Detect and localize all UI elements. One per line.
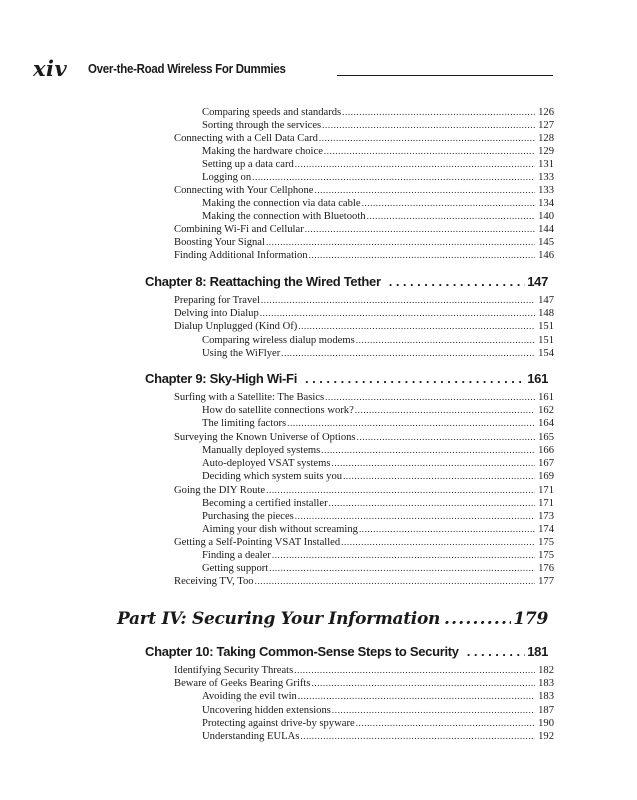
- toc-entry[interactable]: [202, 347, 554, 360]
- toc-entry[interactable]: [202, 119, 554, 132]
- running-header: [33, 56, 553, 82]
- toc-entry-page: 161: [538, 392, 554, 403]
- toc-entry-page: 133: [538, 172, 554, 183]
- toc-entry-page: 190: [538, 718, 554, 729]
- toc-entry-title: Understanding EULAs: [202, 731, 300, 742]
- toc-entry[interactable]: [174, 294, 554, 307]
- toc-entry[interactable]: [202, 470, 554, 483]
- toc-entry-page: 175: [538, 537, 554, 548]
- book-title: Over-the-Road Wireless For Dummies: [88, 62, 286, 76]
- toc-entry-title: Getting support: [202, 563, 269, 574]
- toc-entry-title: Identifying Security Threats: [174, 665, 294, 676]
- toc-entry-page: 148: [538, 308, 554, 319]
- dot-leader: [305, 371, 525, 386]
- toc-entry-title: Using the WiFlyer: [202, 348, 281, 359]
- toc-entry-page: 173: [538, 511, 554, 522]
- toc-entry-page: 166: [538, 445, 554, 456]
- toc-entry[interactable]: [174, 184, 554, 197]
- toc-entry-page: 175: [538, 550, 554, 561]
- dot-leader: [281, 348, 535, 359]
- chapter-9-heading[interactable]: [145, 370, 548, 388]
- toc-entry[interactable]: [174, 677, 554, 690]
- dot-leader: [356, 718, 535, 729]
- toc-entry-title: Logging on: [202, 172, 252, 183]
- dot-leader: [444, 609, 511, 629]
- dot-leader: [255, 576, 535, 587]
- dot-leader: [298, 691, 535, 702]
- dot-leader: [355, 405, 535, 416]
- toc-entry[interactable]: [202, 730, 554, 743]
- chapter-page: 181: [527, 644, 548, 659]
- dot-leader: [362, 198, 535, 209]
- dot-leader: [287, 418, 535, 429]
- toc-entry[interactable]: [202, 549, 554, 562]
- toc-entry-title: The limiting factors: [202, 418, 287, 429]
- part-4-heading[interactable]: [117, 607, 548, 631]
- toc-entry-title: Protecting against drive-by spyware: [202, 718, 355, 729]
- toc-entry-title: Connecting with a Cell Data Card: [174, 133, 318, 144]
- toc-entry[interactable]: [202, 704, 554, 717]
- dot-leader: [266, 485, 535, 496]
- toc-entry-title: Making the hardware choice: [202, 146, 323, 157]
- toc-entry[interactable]: [174, 664, 554, 677]
- toc-entry-page: 167: [538, 458, 554, 469]
- toc-entry[interactable]: [174, 484, 554, 497]
- toc-entry[interactable]: [174, 431, 554, 444]
- toc-entry[interactable]: [202, 523, 554, 536]
- toc-entry-title: Surveying the Known Universe of Options: [174, 432, 356, 443]
- toc-entry-title: Setting up a data card: [202, 159, 294, 170]
- dot-leader: [321, 445, 535, 456]
- toc-entry-title: Preparing for Travel: [174, 295, 260, 306]
- toc-entry-page: 127: [538, 120, 554, 131]
- dot-leader: [325, 392, 535, 403]
- toc-entry[interactable]: [202, 717, 554, 730]
- toc-entry-title: Becoming a certified installer: [202, 498, 328, 509]
- toc-entry-title: Avoiding the evil twin: [202, 691, 297, 702]
- toc-entry-title: Uncovering hidden extensions: [202, 705, 331, 716]
- toc-entry-page: 129: [538, 146, 554, 157]
- toc-entry[interactable]: [202, 444, 554, 457]
- toc-entry[interactable]: [174, 575, 554, 588]
- dot-leader: [312, 678, 536, 689]
- toc-entry-title: Going the DIY Route: [174, 485, 266, 496]
- toc-entry[interactable]: [174, 320, 554, 333]
- toc-entry-title: Aiming your dish without screaming: [202, 524, 358, 535]
- toc-entry-page: 165: [538, 432, 554, 443]
- toc-entry-title: Combining Wi-Fi and Cellular: [174, 224, 304, 235]
- toc-entry-page: 187: [538, 705, 554, 716]
- toc-entry-page: 126: [538, 107, 554, 118]
- toc-entry-title: Boosting Your Signal: [174, 237, 265, 248]
- toc-entry-page: 145: [538, 237, 554, 248]
- toc-entry-title: Comparing wireless dialup modems: [202, 335, 355, 346]
- toc-entry-title: Manually deployed systems: [202, 445, 321, 456]
- toc-entry[interactable]: [174, 249, 554, 262]
- toc-entry-title: Sorting through the services: [202, 120, 322, 131]
- toc-entry-title: Delving into Dialup: [174, 308, 259, 319]
- toc-entry-title: Making the connection with Bluetooth: [202, 211, 366, 222]
- dot-leader: [314, 185, 535, 196]
- part-title: Part IV: Securing Your Information: [117, 609, 441, 629]
- toc-entry-page: 169: [538, 471, 554, 482]
- chapter-10-heading[interactable]: [145, 643, 548, 661]
- dot-leader: [359, 524, 535, 535]
- toc-entry-title: Finding a dealer: [202, 550, 271, 561]
- toc-entry-page: 164: [538, 418, 554, 429]
- toc-entry[interactable]: [174, 391, 554, 404]
- toc-entry[interactable]: [174, 223, 554, 236]
- chapter-title: Chapter 9: Sky-High Wi-Fi: [145, 371, 298, 386]
- toc-entry-page: 146: [538, 250, 554, 261]
- chapter-title: Chapter 10: Taking Common-Sense Steps to Security: [145, 644, 459, 659]
- toc-entry[interactable]: [174, 307, 554, 320]
- toc-entry-page: 147: [538, 295, 554, 306]
- dot-leader: [305, 224, 535, 235]
- toc-entry-title: Purchasing the pieces: [202, 511, 294, 522]
- toc-entry-page: 171: [538, 485, 554, 496]
- toc-entry-title: Receiving TV, Too: [174, 576, 254, 587]
- dot-leader: [324, 146, 535, 157]
- chapter-title: Chapter 8: Reattaching the Wired Tether: [145, 274, 381, 289]
- part-page: 179: [513, 609, 548, 629]
- dot-leader: [261, 295, 535, 306]
- dot-leader: [342, 107, 535, 118]
- dot-leader: [367, 211, 535, 222]
- header-rule: [337, 75, 553, 76]
- toc-entry-title: Connecting with Your Cellphone: [174, 185, 314, 196]
- toc-entry-title: Comparing speeds and standards: [202, 107, 342, 118]
- dot-leader: [357, 432, 535, 443]
- toc-entry-title: Beware of Geeks Bearing Grifts: [174, 678, 311, 689]
- toc-entry[interactable]: [202, 171, 554, 184]
- dot-leader: [343, 471, 535, 482]
- toc-entry-title: Dialup Unplugged (Kind Of): [174, 321, 298, 332]
- toc-entry-page: 174: [538, 524, 554, 535]
- toc-entry[interactable]: [202, 106, 554, 119]
- dot-leader: [322, 120, 535, 131]
- toc-entry-page: 183: [538, 678, 554, 689]
- toc-entry-title: Auto-deployed VSAT systems: [202, 458, 331, 469]
- toc-entry-page: 128: [538, 133, 554, 144]
- toc-entry-title: Surfing with a Satellite: The Basics: [174, 392, 325, 403]
- chapter-page: 147: [527, 274, 548, 289]
- toc-entry-page: 131: [538, 159, 554, 170]
- chapter-8-heading[interactable]: [145, 273, 548, 291]
- toc-entry[interactable]: [202, 334, 554, 347]
- toc-entry-page: 182: [538, 665, 554, 676]
- toc-entry-page: 171: [538, 498, 554, 509]
- dot-leader: [298, 321, 535, 332]
- toc-entry[interactable]: [202, 404, 554, 417]
- toc-entry-page: 151: [538, 321, 554, 332]
- toc-entry-page: 176: [538, 563, 554, 574]
- toc-entry[interactable]: [202, 417, 554, 430]
- dot-leader: [341, 537, 535, 548]
- dot-leader: [332, 458, 535, 469]
- toc-entry[interactable]: [202, 158, 554, 171]
- toc-entry-title: Deciding which system suits you: [202, 471, 343, 482]
- toc-entry[interactable]: [202, 497, 554, 510]
- toc-entry-page: 133: [538, 185, 554, 196]
- dot-leader: [329, 498, 535, 509]
- dot-leader: [332, 705, 535, 716]
- toc-entry-title: Making the connection via data cable: [202, 198, 361, 209]
- toc-entry-page: 183: [538, 691, 554, 702]
- dot-leader: [467, 644, 525, 659]
- toc-entry-page: 162: [538, 405, 554, 416]
- toc-entry-page: 177: [538, 576, 554, 587]
- toc-entry-page: 134: [538, 198, 554, 209]
- dot-leader: [309, 250, 535, 261]
- dot-leader: [269, 563, 535, 574]
- dot-leader: [266, 237, 535, 248]
- toc-entry-page: 144: [538, 224, 554, 235]
- toc-entry[interactable]: [202, 197, 554, 210]
- dot-leader: [356, 335, 535, 346]
- toc-entry-title: Finding Additional Information: [174, 250, 308, 261]
- toc-entry[interactable]: [174, 536, 554, 549]
- chapter-page: 161: [527, 371, 548, 386]
- toc-entry[interactable]: [202, 510, 554, 523]
- toc-entry[interactable]: [202, 210, 554, 223]
- page-number: xiv: [33, 56, 68, 81]
- toc-entry[interactable]: [202, 145, 554, 158]
- toc-entry[interactable]: [202, 562, 554, 575]
- dot-leader: [252, 172, 535, 183]
- dot-leader: [300, 731, 535, 742]
- toc-entry-title: How do satellite connections work?: [202, 405, 354, 416]
- dot-leader: [272, 550, 535, 561]
- dot-leader: [319, 133, 535, 144]
- toc-entry-page: 192: [538, 731, 554, 742]
- toc-entry[interactable]: [202, 457, 554, 470]
- toc-entry-page: 154: [538, 348, 554, 359]
- dot-leader: [295, 159, 535, 170]
- toc-entry-title: Getting a Self-Pointing VSAT Installed: [174, 537, 341, 548]
- dot-leader: [295, 511, 535, 522]
- toc-entry[interactable]: [202, 690, 554, 703]
- dot-leader: [389, 274, 526, 289]
- toc-entry[interactable]: [174, 236, 554, 249]
- dot-leader: [260, 308, 535, 319]
- dot-leader: [294, 665, 535, 676]
- toc-entry-page: 151: [538, 335, 554, 346]
- toc-entry[interactable]: [174, 132, 554, 145]
- toc-entry-page: 140: [538, 211, 554, 222]
